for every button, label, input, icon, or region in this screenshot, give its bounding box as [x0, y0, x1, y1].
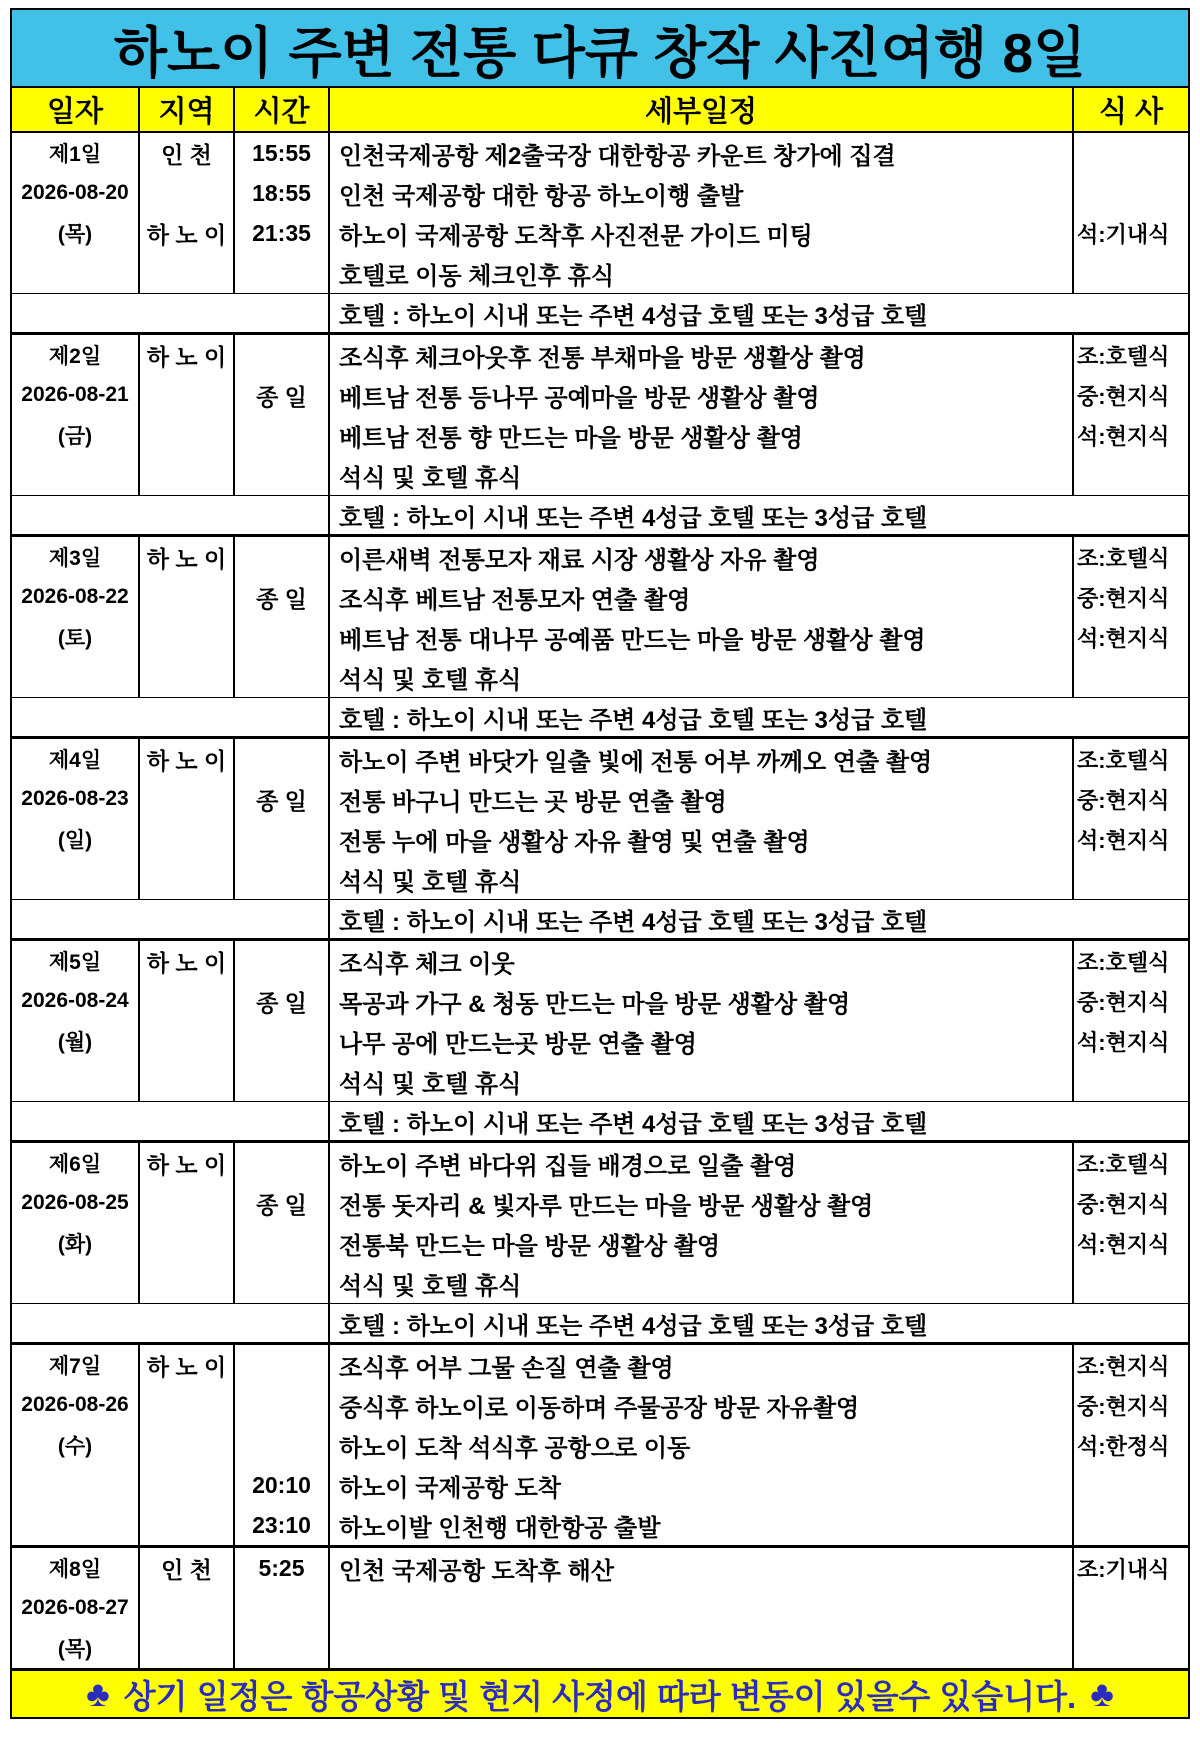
time-cell-line — [235, 657, 328, 697]
meal-cell-line — [1074, 253, 1188, 293]
time-cell-line — [235, 1385, 328, 1425]
day-info-cell-line: 제5일 — [48, 951, 102, 974]
hotel-note: 호텔 : 하노이 시내 또는 주변 4성급 호텔 또는 3성급 호텔 — [339, 302, 928, 330]
region-cell-line — [140, 1263, 233, 1303]
time-cell-line — [235, 537, 328, 577]
time-cell-line — [235, 415, 328, 455]
day-info-cell-line: (화) — [57, 1233, 93, 1256]
time-cell — [235, 1345, 330, 1545]
header-cell-meal: 식 사 — [1098, 96, 1164, 128]
hotel-row-spacer — [12, 294, 330, 332]
hotel-row-spacer — [12, 698, 330, 736]
region-cell-line: 하 노 이 — [146, 1151, 227, 1178]
day-block-1 — [12, 133, 1188, 294]
region-cell — [140, 1548, 235, 1668]
schedule-cell-line: 하노이 도착 석식후 공항으로 이동 — [339, 1434, 691, 1462]
schedule-cell — [330, 1143, 1074, 1303]
region-cell-line — [140, 1183, 233, 1223]
hotel-note: 호텔 : 하노이 시내 또는 주변 4성급 호텔 또는 3성급 호텔 — [339, 1110, 928, 1138]
schedule-cell-line: 석식 및 호텔 휴식 — [339, 1070, 522, 1098]
day-info-cell-line: 제3일 — [48, 547, 102, 570]
time-cell-line — [235, 455, 328, 495]
time-cell-line — [235, 1345, 328, 1385]
day-info-cell-line: 2026-08-24 — [21, 989, 129, 1012]
hotel-note: 호텔 : 하노이 시내 또는 주변 4성급 호텔 또는 3성급 호텔 — [339, 1312, 928, 1340]
meal-cell-line: 조:기내식 — [1077, 1556, 1170, 1582]
meal-cell-line: 조:호텔식 — [1077, 747, 1170, 773]
region-cell — [140, 335, 235, 495]
schedule-cell-line — [330, 1588, 1072, 1628]
schedule-cell-line: 석식 및 호텔 휴식 — [339, 464, 522, 492]
schedule-cell-line: 베트남 전통 대나무 공예품 만드는 마을 방문 생활상 촬영 — [339, 626, 926, 654]
meal-cell-line: 석:현지식 — [1077, 423, 1170, 449]
day-info-cell-line: 제4일 — [48, 749, 102, 772]
region-cell — [140, 537, 235, 697]
day-info-cell-line — [12, 1465, 138, 1505]
meal-cell — [1074, 1548, 1188, 1668]
day-info-cell-line: 제8일 — [48, 1558, 102, 1581]
meal-cell-line — [1074, 1505, 1188, 1545]
day-block-6 — [12, 1143, 1188, 1304]
time-cell-line — [235, 1263, 328, 1303]
region-cell-line — [140, 173, 233, 213]
day-block-7 — [12, 1345, 1188, 1548]
meal-cell-line: 중:현지식 — [1077, 1393, 1170, 1419]
meal-cell-line: 중:현지식 — [1077, 989, 1170, 1015]
day-info-cell — [12, 739, 140, 899]
day-info-cell-line: 제2일 — [48, 345, 102, 368]
region-cell-line — [140, 819, 233, 859]
time-cell-line — [235, 819, 328, 859]
schedule-cell-line: 조식후 체크아웃후 전통 부채마을 방문 생활상 촬영 — [339, 344, 866, 372]
meal-cell-line — [1074, 859, 1188, 899]
region-cell-line: 인 천 — [161, 141, 212, 168]
schedule-cell-line — [330, 1628, 1072, 1668]
time-cell-line — [235, 1628, 328, 1668]
schedule-cell-line: 석식 및 호텔 휴식 — [339, 666, 522, 694]
schedule-cell-line: 조식후 어부 그물 손질 연출 촬영 — [339, 1354, 674, 1382]
meal-cell — [1074, 739, 1188, 899]
day-info-cell-line: 2026-08-25 — [21, 1191, 129, 1214]
schedule-cell-line: 전통북 만드는 마을 방문 생활상 촬영 — [339, 1232, 721, 1260]
meal-cell — [1074, 1345, 1188, 1545]
day-blocks — [12, 133, 1188, 1668]
region-cell-line — [140, 779, 233, 819]
region-cell-line — [140, 1425, 233, 1465]
day-info-cell-line — [12, 455, 138, 495]
region-cell-line — [140, 1223, 233, 1263]
time-cell-line — [235, 941, 328, 981]
meal-cell-line — [1074, 455, 1188, 495]
meal-cell — [1074, 1143, 1188, 1303]
day-info-cell — [12, 1548, 140, 1668]
schedule-cell-line: 석식 및 호텔 휴식 — [339, 868, 522, 896]
region-cell-line — [140, 1588, 233, 1628]
meal-cell-line — [1074, 1263, 1188, 1303]
schedule-cell — [330, 1548, 1074, 1668]
day-block-3 — [12, 537, 1188, 698]
day-info-cell-line — [12, 859, 138, 899]
meal-cell — [1074, 133, 1188, 293]
day-info-cell-line: (일) — [57, 829, 93, 852]
time-cell-line: 20:10 — [252, 1471, 311, 1498]
time-cell-line: 5:25 — [258, 1554, 305, 1581]
day-info-cell-line — [12, 1263, 138, 1303]
time-cell-line: 21:35 — [252, 219, 311, 246]
meal-cell-line: 조:호텔식 — [1077, 949, 1170, 975]
time-cell-line — [235, 1223, 328, 1263]
schedule-cell-line: 하노이발 인천행 대한항공 출발 — [339, 1514, 661, 1542]
meal-cell-line: 석:한정식 — [1077, 1433, 1170, 1459]
schedule-cell-line: 조식후 베트남 전통모자 연출 촬영 — [339, 586, 691, 614]
schedule-cell — [330, 941, 1074, 1101]
region-cell-line: 하 노 이 — [146, 221, 227, 248]
region-cell-line — [140, 577, 233, 617]
day-block-2 — [12, 335, 1188, 496]
schedule-cell-line: 나무 공에 만드는곳 방문 연출 촬영 — [339, 1030, 697, 1058]
time-cell-line — [235, 253, 328, 293]
hotel-row — [12, 900, 1188, 941]
region-cell — [140, 133, 235, 293]
schedule-cell — [330, 739, 1074, 899]
hotel-row-spacer — [12, 1102, 330, 1140]
time-cell — [235, 537, 330, 697]
day-info-cell — [12, 335, 140, 495]
meal-cell-line: 중:현지식 — [1077, 585, 1170, 611]
hotel-row — [12, 698, 1188, 739]
region-cell-line: 하 노 이 — [146, 343, 227, 370]
day-info-cell-line: 2026-08-26 — [21, 1393, 129, 1416]
time-cell-line — [235, 859, 328, 899]
time-cell-line: 종 일 — [256, 989, 307, 1016]
day-info-cell — [12, 537, 140, 697]
meal-cell-line: 중:현지식 — [1077, 787, 1170, 813]
meal-cell-line — [1074, 1588, 1188, 1628]
meal-cell-line — [1074, 1628, 1188, 1668]
time-cell-line: 종 일 — [256, 383, 307, 410]
schedule-cell-line: 목공과 가구 & 청동 만드는 마을 방문 생활상 촬영 — [339, 990, 851, 1018]
day-info-cell — [12, 1345, 140, 1545]
region-cell-line: 하 노 이 — [146, 1353, 227, 1380]
meal-cell — [1074, 537, 1188, 697]
header-row — [12, 88, 1188, 133]
region-cell — [140, 1143, 235, 1303]
schedule-cell-line: 하노이 주변 바닷가 일출 빛에 전통 어부 까께오 연출 촬영 — [339, 748, 933, 776]
day-info-cell-line: (목) — [57, 223, 93, 246]
schedule-cell-line: 하노이 주변 바다위 집들 배경으로 일출 촬영 — [339, 1152, 797, 1180]
schedule-cell-line: 석식 및 호텔 휴식 — [339, 1272, 522, 1300]
day-info-cell-line — [12, 1505, 138, 1545]
day-block-5 — [12, 941, 1188, 1102]
time-cell — [235, 739, 330, 899]
meal-cell-line — [1074, 133, 1188, 173]
region-cell-line — [140, 253, 233, 293]
day-info-cell-line: (금) — [57, 425, 93, 448]
schedule-cell-line: 조식후 체크 이웃 — [339, 950, 515, 978]
header-cell-schedule: 세부일정 — [330, 88, 1074, 131]
meal-cell-line: 조:호텔식 — [1077, 1151, 1170, 1177]
meal-cell-line: 석:현지식 — [1077, 625, 1170, 651]
title-band — [12, 10, 1188, 88]
meal-cell-line: 석:현지식 — [1077, 827, 1170, 853]
day-info-cell — [12, 1143, 140, 1303]
meal-cell-line: 중:현지식 — [1077, 383, 1170, 409]
time-cell-line — [235, 1425, 328, 1465]
day-info-cell-line: 2026-08-22 — [21, 585, 129, 608]
region-cell-line — [140, 657, 233, 697]
day-info-cell-line: 2026-08-27 — [21, 1596, 129, 1619]
schedule-cell-line: 하노이 국제공항 도착후 사진전문 가이드 미팅 — [339, 222, 813, 250]
time-cell-line — [235, 739, 328, 779]
region-cell-line — [140, 1021, 233, 1061]
region-cell-line: 하 노 이 — [146, 747, 227, 774]
meal-cell-line — [1074, 173, 1188, 213]
day-info-cell-line: (월) — [57, 1031, 93, 1054]
time-cell-line: 18:55 — [252, 179, 311, 206]
schedule-cell — [330, 1345, 1074, 1545]
day-info-cell-line: 제1일 — [48, 143, 102, 166]
region-cell-line — [140, 859, 233, 899]
meal-cell-line: 중:현지식 — [1077, 1191, 1170, 1217]
hotel-note: 호텔 : 하노이 시내 또는 주변 4성급 호텔 또는 3성급 호텔 — [339, 706, 928, 734]
region-cell-line: 하 노 이 — [146, 949, 227, 976]
meal-cell-line — [1074, 657, 1188, 697]
time-cell-line — [235, 335, 328, 375]
region-cell-line: 인 천 — [161, 1556, 212, 1583]
time-cell-line — [235, 1021, 328, 1061]
region-cell — [140, 1345, 235, 1545]
hotel-note: 호텔 : 하노이 시내 또는 주변 4성급 호텔 또는 3성급 호텔 — [339, 504, 928, 532]
time-cell-line: 종 일 — [256, 585, 307, 612]
page-title: 하노이 주변 전통 다큐 창작 사진여행 8일 — [113, 21, 1087, 84]
itinerary-sheet — [10, 8, 1190, 1719]
club-left-icon: ♣ — [86, 1673, 110, 1714]
day-info-cell-line: 2026-08-21 — [21, 383, 129, 406]
hotel-row-spacer — [12, 1304, 330, 1342]
region-cell-line: 하 노 이 — [146, 545, 227, 572]
region-cell-line — [140, 1465, 233, 1505]
day-block-8 — [12, 1548, 1188, 1668]
day-info-cell-line — [12, 657, 138, 697]
schedule-cell-line: 전통 누에 마을 생활상 자유 촬영 및 연출 촬영 — [339, 828, 810, 856]
schedule-cell-line: 이른새벽 전통모자 재료 시장 생활상 자유 촬영 — [339, 546, 820, 574]
hotel-row-spacer — [12, 496, 330, 534]
schedule-cell-line: 호텔로 이동 체크인후 휴식 — [339, 262, 615, 290]
day-info-cell-line: 제7일 — [48, 1355, 102, 1378]
region-cell-line — [140, 1505, 233, 1545]
header-cell-date: 일자 — [12, 88, 140, 131]
schedule-cell-line: 인천국제공항 제2출국장 대한항공 카운트 창가에 집결 — [339, 142, 896, 170]
time-cell-line — [235, 617, 328, 657]
meal-cell-line: 조:호텔식 — [1077, 545, 1170, 571]
hotel-row — [12, 496, 1188, 537]
footer-band — [12, 1668, 1188, 1717]
meal-cell — [1074, 941, 1188, 1101]
meal-cell-line: 석:현지식 — [1077, 1231, 1170, 1257]
time-cell — [235, 133, 330, 293]
time-cell-line — [235, 1588, 328, 1628]
schedule-cell-line: 베트남 전통 등나무 공예마을 방문 생활상 촬영 — [339, 384, 820, 412]
schedule-cell-line: 베트남 전통 향 만드는 마을 방문 생활상 촬영 — [339, 424, 803, 452]
schedule-cell-line: 인천 국제공항 도착후 해산 — [339, 1557, 615, 1585]
day-info-cell-line — [12, 1061, 138, 1101]
meal-cell-line: 석:현지식 — [1077, 1029, 1170, 1055]
day-info-cell-line: (목) — [57, 1638, 93, 1661]
day-info-cell — [12, 133, 140, 293]
region-cell — [140, 739, 235, 899]
schedule-cell-line: 전통 바구니 만드는 곳 방문 연출 촬영 — [339, 788, 727, 816]
day-info-cell-line: 2026-08-23 — [21, 787, 129, 810]
club-right-icon: ♣ — [1090, 1673, 1114, 1714]
day-info-cell-line: (수) — [57, 1435, 93, 1458]
time-cell — [235, 335, 330, 495]
schedule-cell-line: 하노이 국제공항 도착 — [339, 1474, 561, 1502]
time-cell-line: 종 일 — [256, 1191, 307, 1218]
footer-note: 상기 일정은 항공상황 및 현지 사정에 따라 변동이 있을수 있습니다. — [123, 1677, 1077, 1715]
schedule-cell — [330, 133, 1074, 293]
day-block-4 — [12, 739, 1188, 900]
day-info-cell — [12, 941, 140, 1101]
region-cell-line — [140, 617, 233, 657]
meal-cell-line: 조:호텔식 — [1077, 343, 1170, 369]
time-cell-line: 종 일 — [256, 787, 307, 814]
hotel-row — [12, 294, 1188, 335]
region-cell-line — [140, 981, 233, 1021]
region-cell — [140, 941, 235, 1101]
hotel-note: 호텔 : 하노이 시내 또는 주변 4성급 호텔 또는 3성급 호텔 — [339, 908, 928, 936]
time-cell-line — [235, 1143, 328, 1183]
time-cell-line — [235, 1061, 328, 1101]
meal-cell-line: 석:기내식 — [1077, 221, 1170, 247]
schedule-cell-line: 인천 국제공항 대한 항공 하노이행 출발 — [339, 182, 744, 210]
region-cell-line — [140, 1385, 233, 1425]
time-cell — [235, 1143, 330, 1303]
day-info-cell-line: 제6일 — [48, 1153, 102, 1176]
time-cell-line: 23:10 — [252, 1511, 311, 1538]
hotel-row-spacer — [12, 900, 330, 938]
region-cell-line — [140, 455, 233, 495]
hotel-row — [12, 1102, 1188, 1143]
header-cell-region: 지역 — [140, 88, 235, 131]
day-info-cell-line — [12, 253, 138, 293]
region-cell-line — [140, 375, 233, 415]
meal-cell — [1074, 335, 1188, 495]
region-cell-line — [140, 1628, 233, 1668]
region-cell-line — [140, 1061, 233, 1101]
time-cell-line: 15:55 — [252, 139, 311, 166]
meal-cell-line — [1074, 1465, 1188, 1505]
day-info-cell-line: (토) — [57, 627, 93, 650]
time-cell — [235, 1548, 330, 1668]
hotel-row — [12, 1304, 1188, 1345]
region-cell-line — [140, 415, 233, 455]
schedule-cell — [330, 335, 1074, 495]
schedule-cell-line: 전통 돗자리 & 빛자루 만드는 마을 방문 생활상 촬영 — [339, 1192, 874, 1220]
header-cell-time: 시간 — [235, 88, 330, 131]
day-info-cell-line: 2026-08-20 — [21, 181, 129, 204]
schedule-cell — [330, 537, 1074, 697]
meal-cell-line: 조:현지식 — [1077, 1353, 1170, 1379]
meal-cell-line — [1074, 1061, 1188, 1101]
time-cell — [235, 941, 330, 1101]
schedule-cell-line: 중식후 하노이로 이동하며 주물공장 방문 자유촬영 — [339, 1394, 860, 1422]
